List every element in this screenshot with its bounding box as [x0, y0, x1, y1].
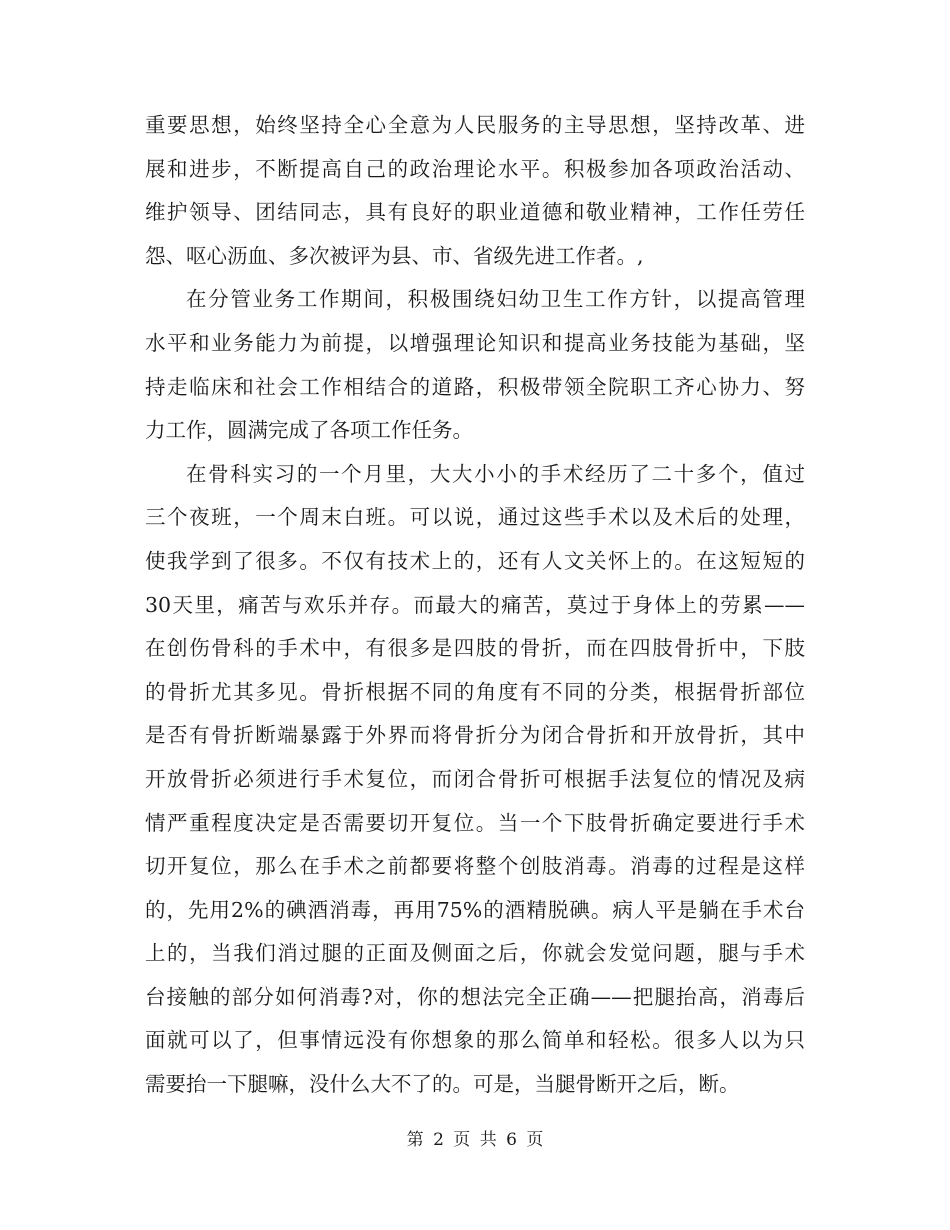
- text-line: 使我学到了很多。不仅有技术上的，还有人文关怀上的。在这短短的: [145, 548, 805, 573]
- text-line: 切开复位，那么在手术之前都要将整个创肢消毒。消毒的过程是这样: [145, 854, 805, 879]
- text-line: 重要思想，始终坚持全心全意为人民服务的主导思想，坚持改革、进: [145, 113, 805, 137]
- text-line: 的，先用2%的碘酒消毒，再用75%的酒精脱碘。病人平是躺在手术台: [145, 897, 805, 922]
- text-line: 水平和业务能力为前提，以增强理论知识和提高业务技能为基础，坚: [145, 330, 805, 355]
- text-line: 三个夜班，一个周末白班。可以说，通过这些手术以及术后的处理，: [145, 505, 805, 530]
- text-line: 面就可以了，但事情远没有你想象的那么简单和轻松。很多人以为只: [145, 1028, 805, 1053]
- text-line: 在分管业务工作期间，积极围绕妇幼卫生工作方针，以提高管理: [186, 287, 805, 312]
- paragraph-1: [145, 104, 805, 278]
- text-line: 展和进步，不断提高自己的政治理论水平。积极参加各项政治活动、: [145, 156, 805, 181]
- page-number-footer: 第 2 页 共 6 页: [406, 1130, 544, 1150]
- text-line: 力工作，圆满完成了各项工作任务。: [145, 418, 473, 443]
- text-line: 持走临床和社会工作相结合的道路，积极带领全院职工齐心协力、努: [145, 374, 805, 399]
- text-line: 台接触的部分如何消毒?对，你的想法完全正确——把腿抬高，消毒后: [145, 984, 805, 1009]
- text-line: 开放骨折必须进行手术复位，而闭合骨折可根据手法复位的情况及病: [145, 766, 805, 791]
- text-line: 维护领导、团结同志，具有良好的职业道德和敬业精神，工作任劳任: [145, 200, 805, 225]
- document-body: [145, 104, 805, 1107]
- text-line: 的骨折尤其多见。骨折根据不同的角度有不同的分类，根据骨折部位: [145, 679, 805, 704]
- text-line: 情严重程度决定是否需要切开复位。当一个下肢骨折确定要进行手术: [145, 810, 805, 835]
- text-line: 上的，当我们消过腿的正面及侧面之后，你就会发觉问题，腿与手术: [145, 941, 805, 966]
- text-line: 怨、呕心沥血、多次被评为县、市、省级先进工作者。,: [145, 243, 644, 268]
- text-line: 30天里，痛苦与欢乐并存。而最大的痛苦，莫过于身体上的劳累——: [145, 592, 805, 617]
- paragraph-3: [145, 453, 805, 1107]
- text-line: 在创伤骨科的手术中，有很多是四肢的骨折，而在四肢骨折中，下肢: [145, 636, 805, 661]
- text-line: 在骨科实习的一个月里，大大小小的手术经历了二十多个，值过: [186, 461, 805, 486]
- paragraph-2: [145, 278, 805, 452]
- text-line: 需要抬一下腿嘛，没什么大不了的。可是，当腿骨断开之后，断。: [145, 1072, 740, 1097]
- text-line: 是否有骨折断端暴露于外界而将骨折分为闭合骨折和开放骨折，其中: [145, 723, 805, 748]
